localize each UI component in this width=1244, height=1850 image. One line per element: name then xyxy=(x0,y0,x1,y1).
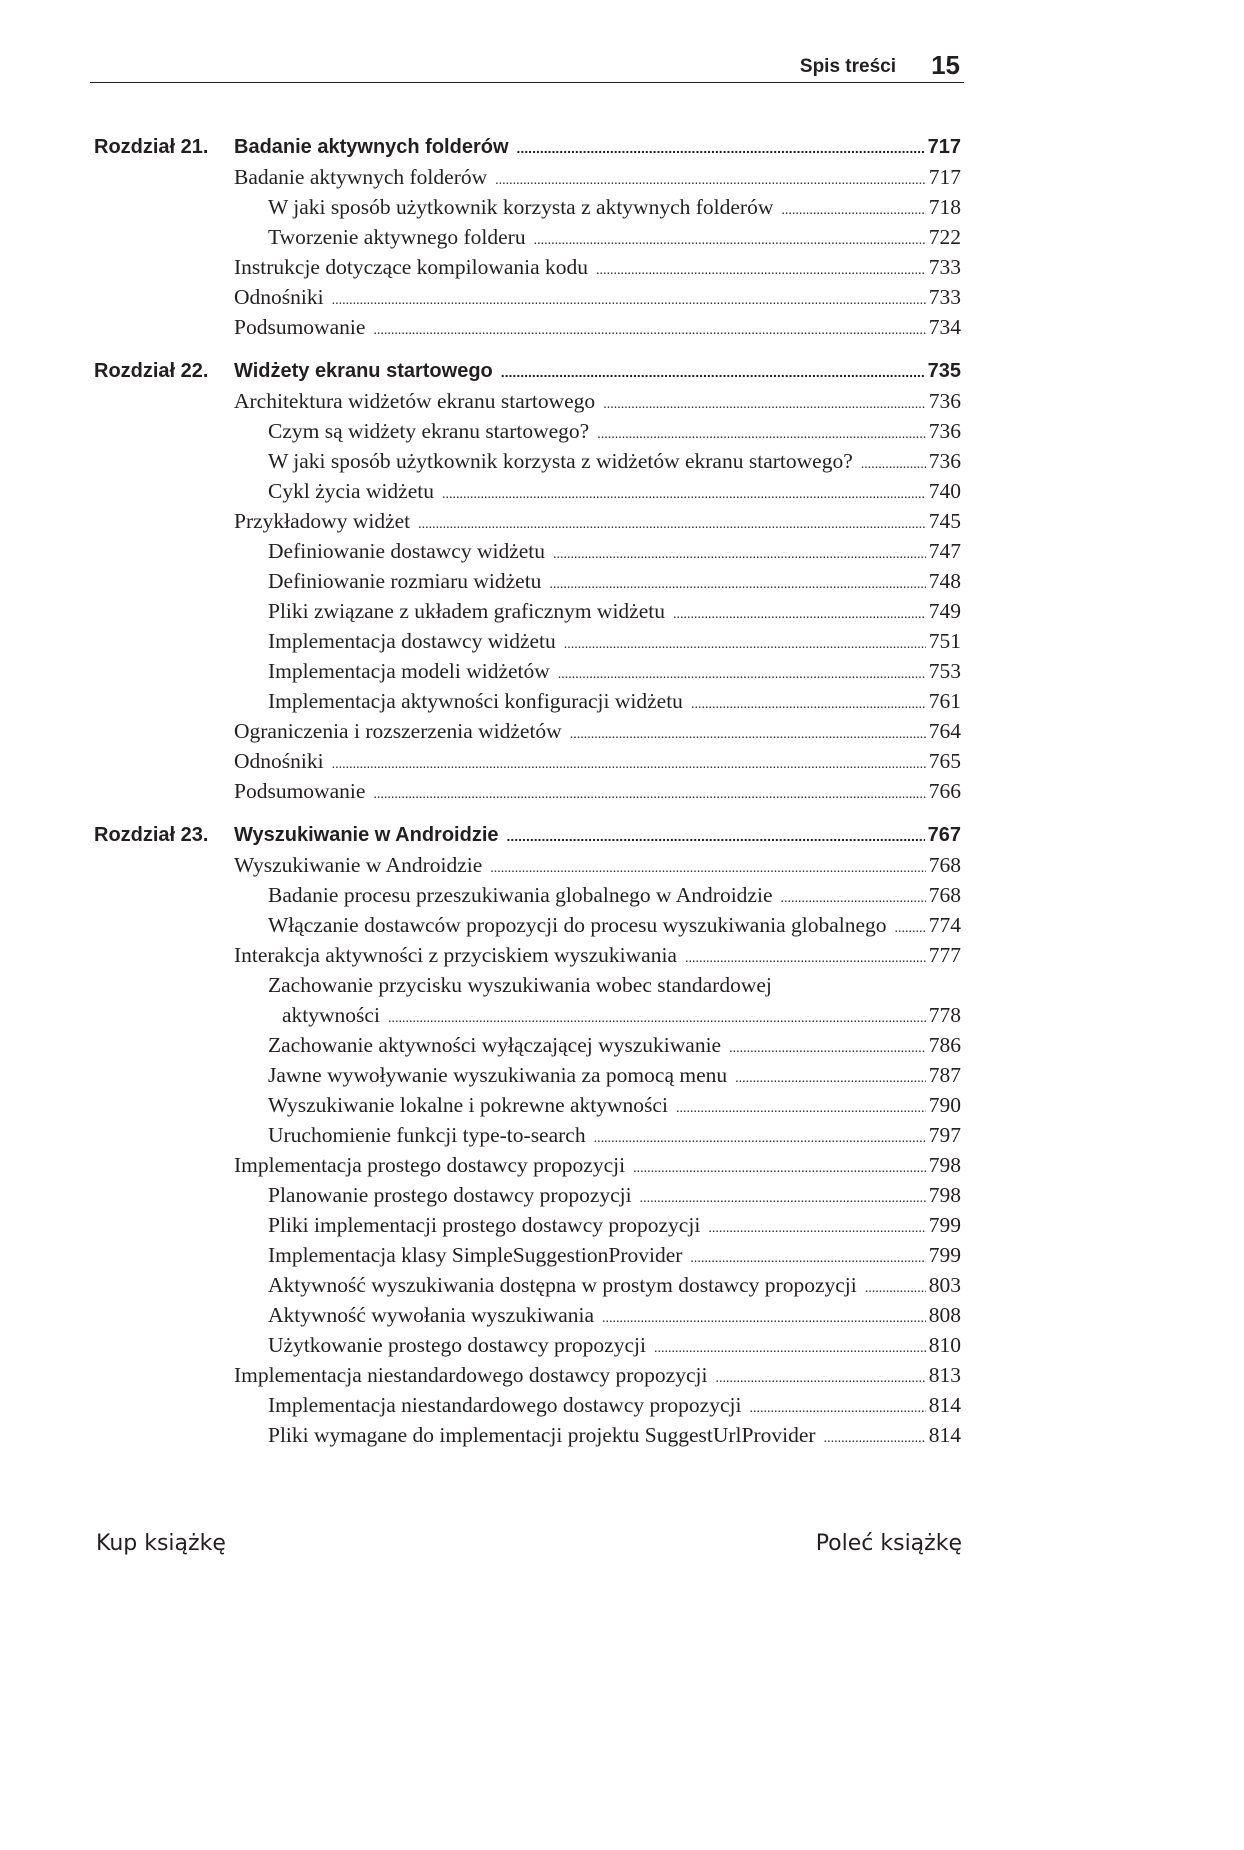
chapter-heading xyxy=(234,132,961,162)
chapter-heading xyxy=(234,820,961,850)
entry-page: 768 xyxy=(928,853,961,877)
entry-title: Badanie procesu przeszukiwania globalnego w Androidzie xyxy=(268,883,773,907)
entry-page: 736 xyxy=(928,449,961,473)
entry-title: Pliki wymagane do implementacji projektu SuggestUrlProvider xyxy=(268,1423,816,1447)
toc-section xyxy=(234,312,961,342)
entry-page: 735 xyxy=(927,360,961,382)
entry-title: Wyszukiwanie lokalne i pokrewne aktywności xyxy=(268,1093,668,1117)
toc-subsection xyxy=(268,536,961,566)
entry-title: Aktywność wywołania wyszukiwania xyxy=(268,1303,595,1327)
toc-subsection xyxy=(268,1060,961,1090)
page-number: 15 xyxy=(931,50,960,80)
toc-subsection xyxy=(268,626,961,656)
entry-page: 733 xyxy=(928,255,961,279)
entry-title: Podsumowanie xyxy=(234,315,366,339)
entry-page: 786 xyxy=(928,1033,961,1057)
entry-page: 722 xyxy=(928,225,961,249)
toc-subsection xyxy=(268,416,961,446)
entry-page: 790 xyxy=(928,1093,961,1117)
toc-section xyxy=(234,506,961,536)
entry-title: Odnośniki xyxy=(234,285,324,309)
entry-title: Implementacja modeli widżetów xyxy=(268,659,550,683)
toc-section xyxy=(234,776,961,806)
toc-section xyxy=(234,252,961,282)
entry-title: Definiowanie dostawcy widżetu xyxy=(268,539,546,563)
toc-subsection xyxy=(268,1300,961,1330)
toc-section xyxy=(234,386,961,416)
toc-subsection xyxy=(268,476,961,506)
entry-page: 765 xyxy=(928,749,961,773)
toc-subsection xyxy=(268,1210,961,1240)
entry-title: Podsumowanie xyxy=(234,779,366,803)
entry-page: 797 xyxy=(928,1123,961,1147)
entry-page: 808 xyxy=(928,1303,961,1327)
entry-page: 813 xyxy=(928,1363,961,1387)
toc-section xyxy=(234,746,961,776)
toc-section xyxy=(234,1150,961,1180)
recommend-book-link[interactable]: Poleć książkę xyxy=(815,1531,962,1556)
entry-title: Implementacja niestandardowego dostawcy propozycji xyxy=(268,1393,742,1417)
entry-title: Badanie aktywnych folderów xyxy=(234,165,488,189)
entry-page: 803 xyxy=(928,1273,961,1297)
entry-page: 745 xyxy=(928,509,961,533)
toc-section xyxy=(234,162,961,192)
entry-title: Aktywność wyszukiwania dostępna w prostym dostawcy propozycji xyxy=(268,1273,857,1297)
entry-page: 774 xyxy=(928,913,961,937)
entry-title: Jawne wywoływanie wyszukiwania za pomocą menu xyxy=(268,1063,728,1087)
entry-title: Architektura widżetów ekranu startowego xyxy=(234,389,596,413)
entry-page: 798 xyxy=(928,1183,961,1207)
toc-subsection xyxy=(268,910,961,940)
entry-title: Przykładowy widżet xyxy=(234,509,411,533)
entry-title: Implementacja prostego dostawcy propozycji xyxy=(234,1153,626,1177)
entry-page: 718 xyxy=(928,195,961,219)
entry-page: 777 xyxy=(928,943,961,967)
entry-page: 748 xyxy=(928,569,961,593)
entry-page: 749 xyxy=(928,599,961,623)
chapter-label: Rozdział 22. xyxy=(94,360,209,382)
toc-subsection xyxy=(268,1030,961,1060)
entry-title: Odnośniki xyxy=(234,749,324,773)
toc-section xyxy=(234,1360,961,1390)
entry-title: W jaki sposób użytkownik korzysta z widżetów ekranu startowego? xyxy=(268,449,853,473)
entry-page: 799 xyxy=(928,1213,961,1237)
entry-title: aktywności xyxy=(282,1003,380,1027)
chapter-label: Rozdział 21. xyxy=(94,136,209,158)
dot-leader xyxy=(373,316,925,346)
entry-title: Uruchomienie funkcji type-to-search xyxy=(268,1123,586,1147)
entry-page: 734 xyxy=(928,315,961,339)
entry-title: Instrukcje dotyczące kompilowania kodu xyxy=(234,255,589,279)
toc-subsection xyxy=(268,1180,961,1210)
dot-leader xyxy=(507,821,925,851)
entry-page: 747 xyxy=(928,539,961,563)
entry-page: 761 xyxy=(928,689,961,713)
entry-page: 814 xyxy=(928,1423,961,1447)
chapter-heading xyxy=(234,356,961,386)
toc-subsection xyxy=(268,596,961,626)
entry-page: 764 xyxy=(928,719,961,743)
entry-page: 717 xyxy=(927,136,961,158)
entry-title: Włączanie dostawców propozycji do procesu wyszukiwania globalnego xyxy=(268,913,887,937)
toc-subsection xyxy=(268,686,961,716)
entry-title: Implementacja niestandardowego dostawcy propozycji xyxy=(234,1363,708,1387)
entry-title: Cykl życia widżetu xyxy=(268,479,434,503)
toc-subsection xyxy=(268,1330,961,1360)
toc-subsection xyxy=(268,1270,961,1300)
toc-subsection xyxy=(268,566,961,596)
entry-page: 799 xyxy=(928,1243,961,1267)
entry-title: Wyszukiwanie w Androidzie xyxy=(234,824,499,846)
toc-subsection xyxy=(268,656,961,686)
dot-leader xyxy=(501,357,925,387)
toc-subsection xyxy=(268,1120,961,1150)
chapter-label: Rozdział 23. xyxy=(94,824,209,846)
running-title: Spis treści xyxy=(799,56,896,77)
entry-title: Czym są widżety ekranu startowego? xyxy=(268,419,590,443)
entry-title: Ograniczenia i rozszerzenia widżetów xyxy=(234,719,562,743)
entry-page: 740 xyxy=(928,479,961,503)
entry-page: 778 xyxy=(928,1003,961,1027)
entry-title: Tworzenie aktywnego folderu xyxy=(268,225,526,249)
toc-section xyxy=(234,940,961,970)
entry-title: Badanie aktywnych folderów xyxy=(234,136,509,158)
toc-subsection xyxy=(268,192,961,222)
entry-page: 717 xyxy=(928,165,961,189)
entry-page: 736 xyxy=(928,389,961,413)
entry-title: Interakcja aktywności z przyciskiem wyszukiwania xyxy=(234,943,677,967)
dot-leader xyxy=(517,133,925,163)
entry-title: Definiowanie rozmiaru widżetu xyxy=(268,569,542,593)
entry-title: Implementacja dostawcy widżetu xyxy=(268,629,556,653)
entry-page: 787 xyxy=(928,1063,961,1087)
entry-title: W jaki sposób użytkownik korzysta z aktywnych folderów xyxy=(268,195,774,219)
entry-page: 736 xyxy=(928,419,961,443)
entry-title: Implementacja klasy SimpleSuggestionProvider xyxy=(268,1243,683,1267)
toc-section xyxy=(234,716,961,746)
toc-subsection xyxy=(268,1240,961,1270)
entry-page: 767 xyxy=(927,824,961,846)
toc-subsection xyxy=(268,446,961,476)
entry-title: Wyszukiwanie w Androidzie xyxy=(234,853,483,877)
entry-title: Użytkowanie prostego dostawcy propozycji xyxy=(268,1333,646,1357)
toc-subsection xyxy=(268,1420,961,1450)
entry-title: Implementacja aktywności konfiguracji widżetu xyxy=(268,689,683,713)
entry-page: 753 xyxy=(928,659,961,683)
entry-title: Planowanie prostego dostawcy propozycji xyxy=(268,1183,632,1207)
entry-page: 768 xyxy=(928,883,961,907)
entry-page: 766 xyxy=(928,779,961,803)
toc-entry xyxy=(282,1000,961,1030)
dot-leader xyxy=(373,780,925,810)
entry-title: Widżety ekranu startowego xyxy=(234,360,493,382)
toc-subsection xyxy=(268,1390,961,1420)
entry-title: Pliki implementacji prostego dostawcy propozycji xyxy=(268,1213,701,1237)
entry-title: Pliki związane z układem graficznym widżetu xyxy=(268,599,665,623)
toc-section xyxy=(234,282,961,312)
entry-page: 733 xyxy=(928,285,961,309)
dot-leader xyxy=(824,1424,926,1454)
toc-section xyxy=(234,850,961,880)
toc-subsection xyxy=(268,222,961,252)
buy-book-link[interactable]: Kup książkę xyxy=(96,1531,226,1556)
entry-page: 810 xyxy=(928,1333,961,1357)
entry-title: Zachowanie aktywności wyłączającej wyszukiwanie xyxy=(268,1033,722,1057)
entry-page: 798 xyxy=(928,1153,961,1177)
entry-page: 751 xyxy=(928,629,961,653)
toc-entry-first-line: Zachowanie przycisku wyszukiwania wobec standardowej xyxy=(268,973,772,997)
toc-subsection xyxy=(268,880,961,910)
toc-subsection xyxy=(268,1090,961,1120)
entry-page: 814 xyxy=(928,1393,961,1417)
